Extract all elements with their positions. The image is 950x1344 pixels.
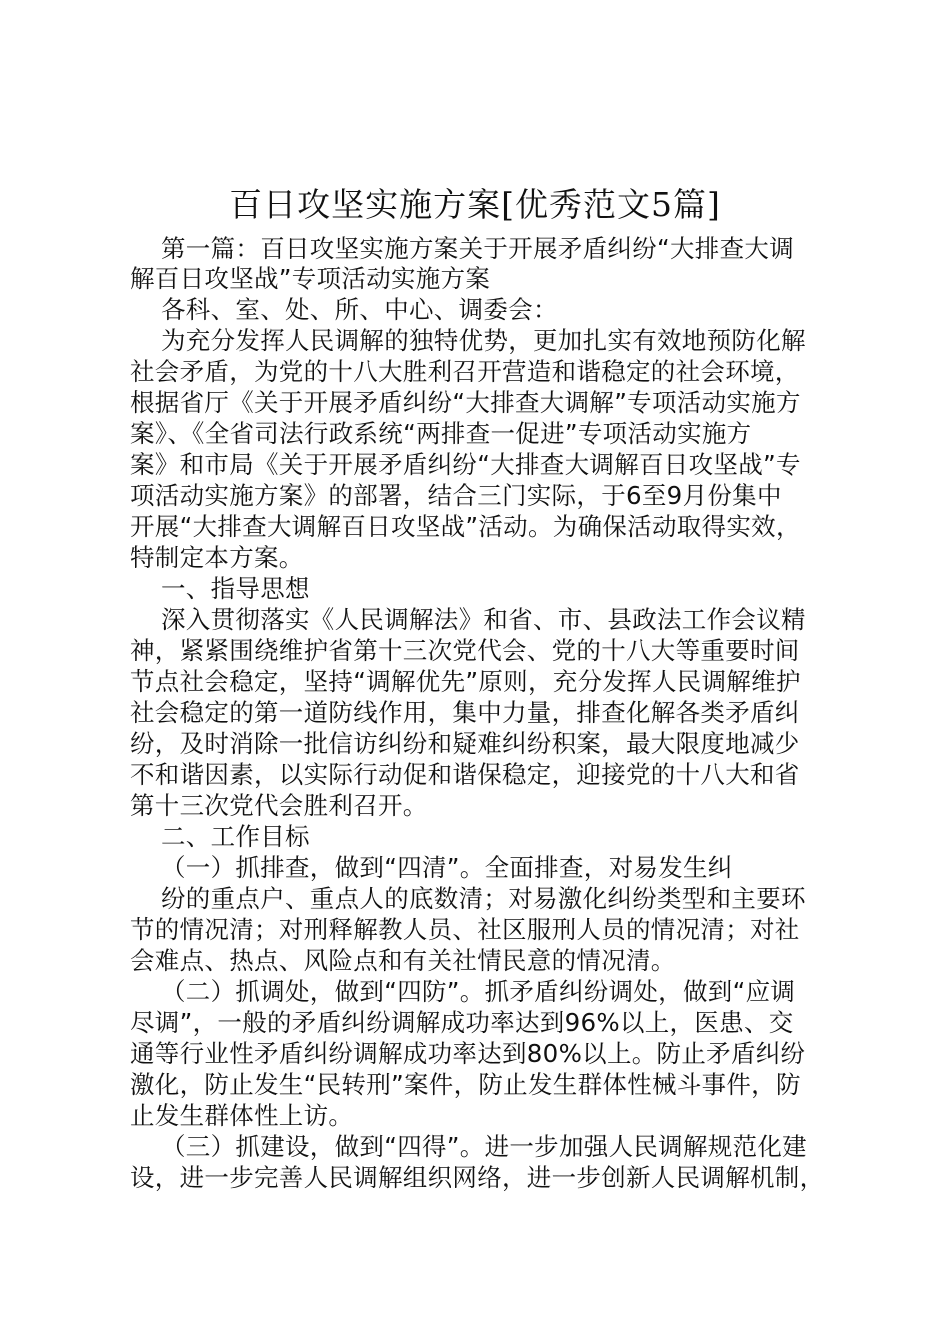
paragraph-line: 开展“大排查大调解百日攻坚战”活动。为确保活动取得实效， [130,512,801,541]
paragraph-line: 根据省厅《关于开展矛盾纠纷“大排查大调解”专项活动实施方 [130,388,801,417]
paragraph-line: 社会稳定的第一道防线作用，集中力量，排查化解各类矛盾纠 [130,698,800,727]
paragraph-line: 社会矛盾，为党的十八大胜利召开营造和谐稳定的社会环境， [130,357,800,386]
paragraph-line: 第一篇：百日攻坚实施方案关于开展矛盾纠纷“大排查大调 [161,234,794,263]
paragraph-line: （二）抓调处，做到“四防”。抓矛盾纠纷调处，做到“应调 [161,977,796,1006]
paragraph-line: 节点社会稳定，坚持“调解优先”原则，充分发挥人民调解维护 [130,667,801,696]
paragraph-line: 项活动实施方案》的部署，结合三门实际，于6至9月份集中 [130,481,782,510]
paragraph-line: 节的情况清；对刑释解教人员、社区服刑人员的情况清；对社 [130,915,800,944]
paragraph-line: 纷，及时消除一批信访纠纷和疑难纠纷积案，最大限度地减少 [130,729,800,758]
paragraph-line: 第十三次党代会胜利召开。 [130,791,428,820]
paragraph-line: 激化，防止发生“民转刑”案件，防止发生群体性械斗事件，防 [130,1070,801,1099]
section-heading: 一、指导思想 [161,574,310,603]
paragraph-line: 设，进一步完善人民调解组织网络，进一步创新人民调解机制， [130,1163,825,1192]
paragraph-line: 会难点、热点、风险点和有关社情民意的情况清。 [130,946,676,975]
paragraph-line: 通等行业性矛盾纠纷调解成功率达到80%以上。防止矛盾纠纷 [130,1039,806,1068]
document-title: 百日攻坚实施方案[优秀范文5篇] [229,185,721,224]
paragraph-line: 不和谐因素，以实际行动促和谐保稳定，迎接党的十八大和省 [130,760,800,789]
paragraph-line: 神，紧紧围绕维护省第十三次党代会、党的十八大等重要时间 [130,636,800,665]
paragraph-line: （一）抓排查，做到“四清”。全面排查，对易发生纠 [161,853,733,882]
paragraph-line: 案》、《全省司法行政系统“两排查一促进”专项活动实施方 [130,419,752,448]
paragraph-line: （三）抓建设，做到“四得”。进一步加强人民调解规范化建 [161,1132,807,1161]
section-heading: 二、工作目标 [161,822,310,851]
paragraph-line: 特制定本方案。 [130,543,304,572]
paragraph-line: 案》和市局《关于开展矛盾纠纷“大排查大调解百日攻坚战”专 [130,450,801,479]
paragraph-line: 尽调”，一般的矛盾纠纷调解成功率达到96%以上，医患、交 [130,1008,794,1037]
paragraph-line: 止发生群体性上访。 [130,1101,354,1130]
paragraph-line: 深入贯彻落实《人民调解法》和省、市、县政法工作会议精 [161,605,806,634]
paragraph-line: 解百日攻坚战”专项活动实施方案 [130,264,491,293]
paragraph-line: 各科、室、处、所、中心、调委会： [161,295,558,324]
paragraph-line: 纷的重点户、重点人的底数清；对易激化纠纷类型和主要环 [161,884,806,913]
paragraph-line: 为充分发挥人民调解的独特优势，更加扎实有效地预防化解 [161,326,806,355]
